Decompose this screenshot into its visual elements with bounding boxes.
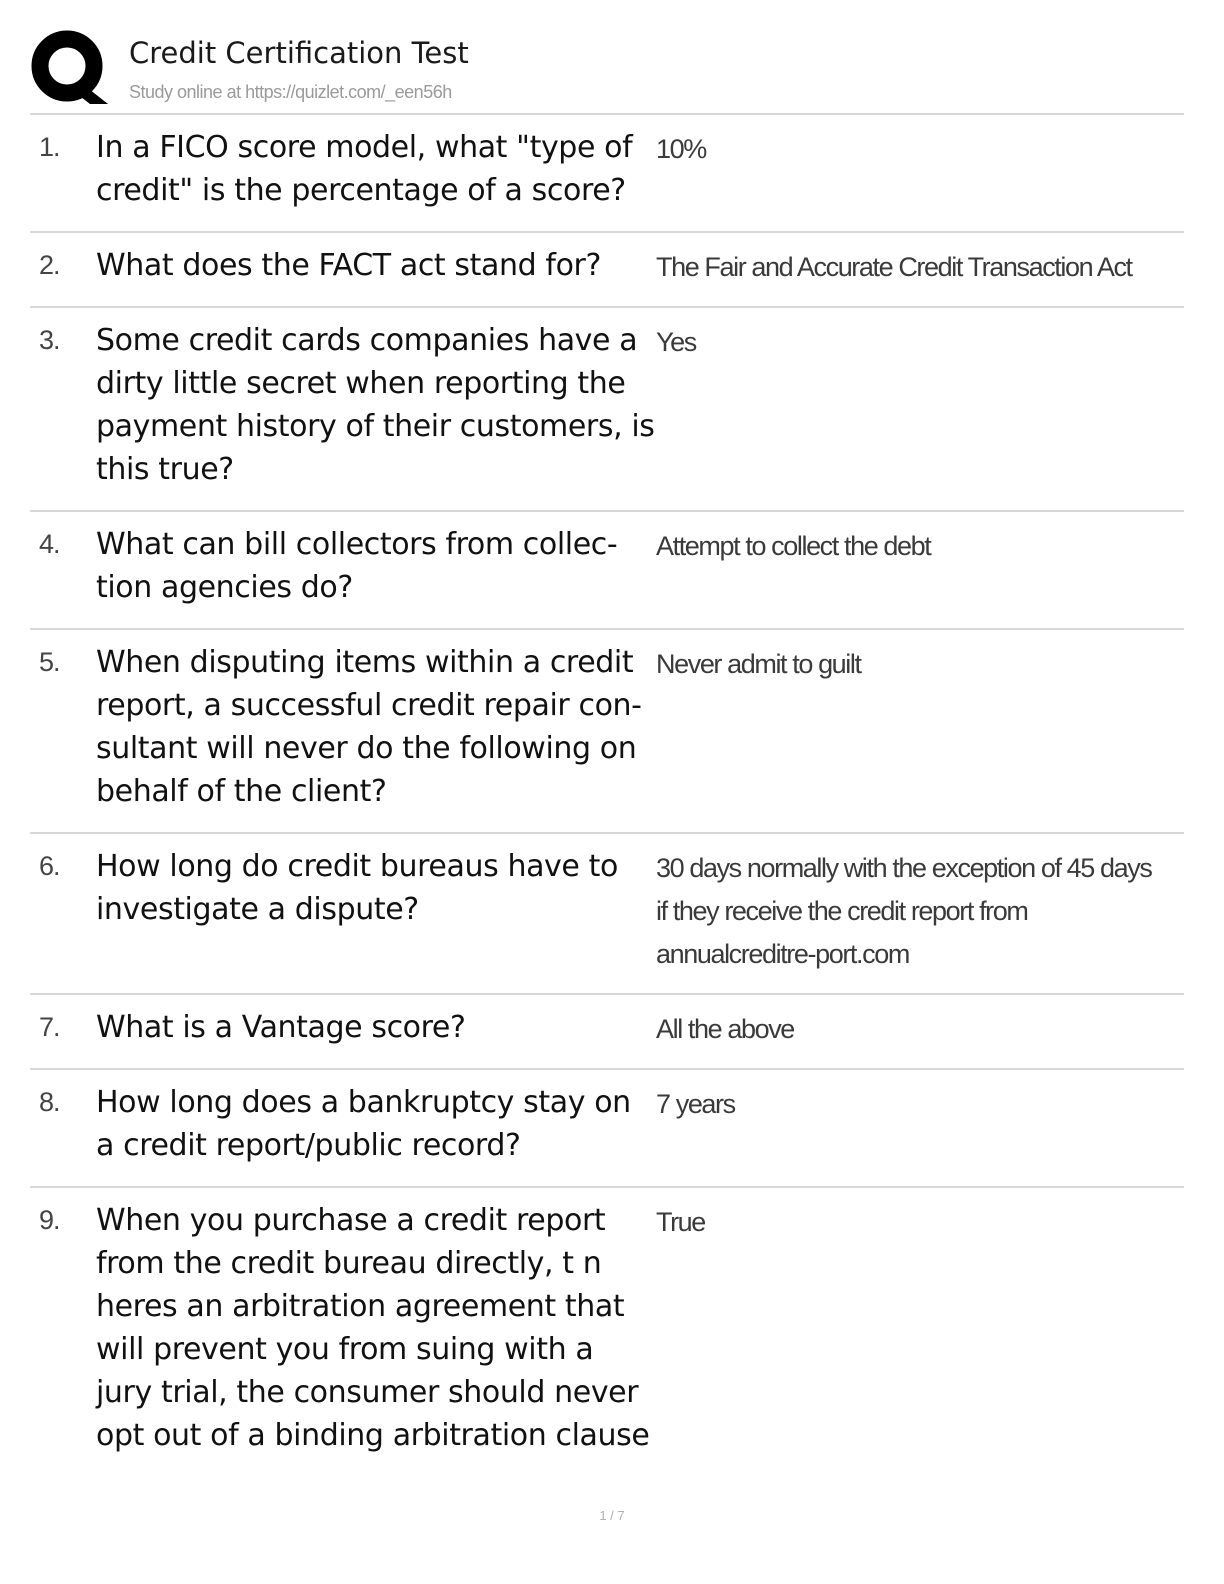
divider <box>30 113 1184 115</box>
card-answer: Yes <box>656 327 696 357</box>
divider <box>30 1068 1184 1070</box>
divider <box>30 832 1184 834</box>
card-answer: 7 years <box>656 1089 735 1119</box>
card-question: How long does a bankruptcy stay on a credit report/public record? <box>96 1085 631 1163</box>
card-answer: 30 days normally with the exception of 45 days if they receive the credit report from annualcreditre-port.com <box>656 853 1152 969</box>
quizlet-logo-icon <box>30 28 110 108</box>
study-link[interactable]: Study online at https://quizlet.com/_een56h <box>129 82 452 102</box>
divider <box>30 628 1184 630</box>
card-answer: 10% <box>656 134 706 164</box>
divider <box>30 1186 1184 1188</box>
card-number: 8. <box>39 1087 60 1117</box>
card-answer: Attempt to collect the debt <box>656 531 931 561</box>
card-question: What can bill collectors from collec-tion agencies do? <box>96 527 618 605</box>
card-answer: True <box>656 1207 705 1237</box>
card-number: 6. <box>39 851 60 881</box>
card-answer: Never admit to guilt <box>656 649 861 679</box>
card-number: 7. <box>39 1012 60 1042</box>
page-title: Credit Certification Test <box>129 36 469 70</box>
card-number: 4. <box>39 529 60 559</box>
page-indicator: 1 / 7 <box>599 1508 625 1523</box>
card-answer: All the above <box>656 1014 794 1044</box>
divider <box>30 231 1184 233</box>
card-number: 2. <box>39 250 60 280</box>
card-question: Some credit cards companies have a dirty little secret when reporting the payment history of their customers, is this true? <box>96 323 655 487</box>
card-question: When disputing items within a credit report, a successful credit repair con-sultant will never do the following on behalf of the client? <box>96 645 642 809</box>
card-number: 1. <box>39 132 60 162</box>
card-question: What is a Vantage score? <box>96 1010 466 1045</box>
divider <box>30 993 1184 995</box>
card-number: 5. <box>39 647 60 677</box>
card-question: In a FICO score model, what "type of credit" is the percentage of a score? <box>96 130 633 208</box>
divider <box>30 306 1184 308</box>
divider <box>30 510 1184 512</box>
header <box>30 28 1184 112</box>
card-question: When you purchase a credit report from the credit bureau directly, t n heres an arbitration agreement that will prevent you from suing with a jury trial, the consumer should never opt out of a binding arbitration clause <box>96 1203 650 1453</box>
card-question: How long do credit bureaus have to investigate a dispute? <box>96 849 618 927</box>
card-question: What does the FACT act stand for? <box>96 248 601 283</box>
card-number: 3. <box>39 325 60 355</box>
card-answer: The Fair and Accurate Credit Transaction Act <box>656 252 1132 282</box>
card-number: 9. <box>39 1205 60 1235</box>
